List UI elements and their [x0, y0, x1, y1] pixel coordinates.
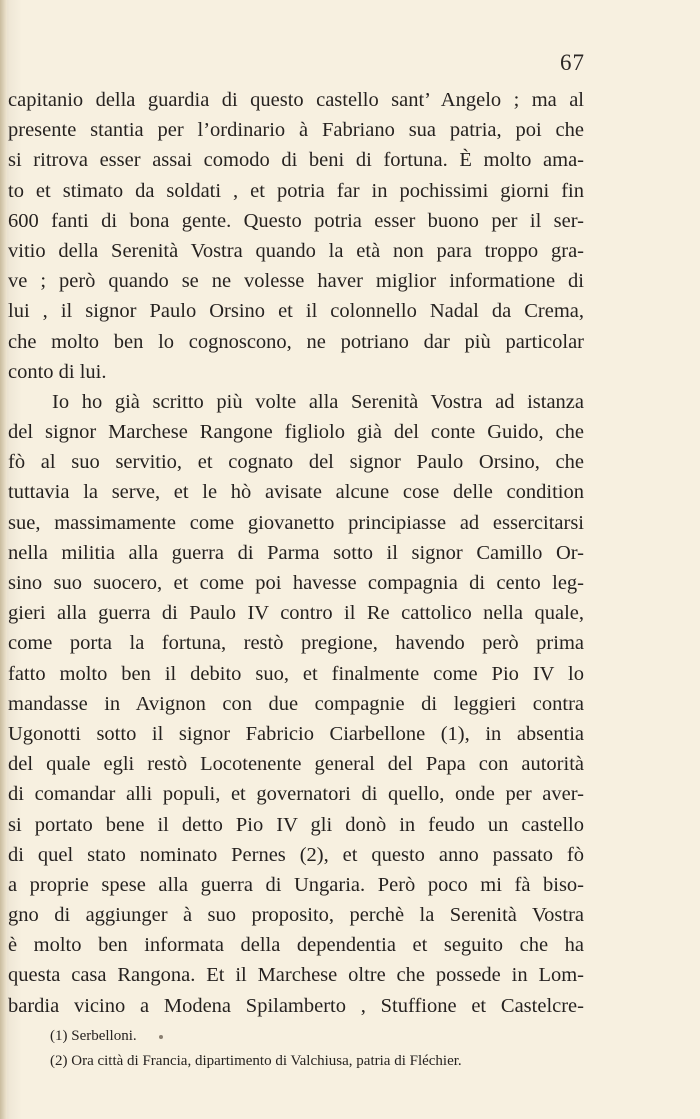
text-line: Ugonotti sotto il signor Fabricio Ciarbellone (1), in absentia — [8, 722, 584, 745]
page-number: 67 — [560, 50, 585, 75]
text-line: del quale egli restò Locotenente general del Papa con autorità — [8, 753, 584, 776]
text-line: è molto ben informata della dependentia et seguito che ha — [8, 934, 584, 957]
text-line: ve ; però quando se ne volesse haver miglior informatione di — [8, 270, 584, 293]
text-line: questa casa Rangona. Et il Marchese oltre che possede in Lom- — [8, 964, 584, 987]
text-line: a proprie spese alla guerra di Ungaria. Però poco mi fà biso- — [8, 873, 584, 896]
text-line: 600 fanti di bona gente. Questo potria esser buono per il ser- — [8, 209, 584, 232]
text-line: fò al suo servitio, et cognato del signor Paulo Orsino, che — [8, 451, 584, 474]
text-line: come porta la fortuna, restò pregione, havendo però prima — [8, 632, 584, 655]
text-line: tuttavia la serve, et le hò avisate alcune cose delle condition — [8, 481, 584, 504]
footnote — [50, 1049, 590, 1074]
footnote-text: (2) Ora città di Francia, dipartimento di Valchiusa, patria di Fléchier. — [50, 1053, 462, 1069]
text-line: gno di aggiunger à suo proposito, perchè la Serenità Vostra — [8, 904, 584, 927]
text-line: di comandar alli populi, et governatori di quello, onde per aver- — [8, 783, 584, 806]
text-line: fatto molto ben il debito suo, et finalmente come Pio IV lo — [8, 662, 584, 685]
footnote-text: (1) Serbelloni. — [50, 1028, 137, 1044]
paragraph — [8, 85, 584, 387]
text-line: del signor Marchese Rangone figliolo già del conte Guido, che — [8, 421, 584, 444]
text-line: lui , il signor Paulo Orsino et il colonnello Nadal da Crema, — [8, 300, 584, 323]
body-text — [8, 85, 584, 1021]
text-line: si portato bene il detto Pio IV gli donò in feudo un castello — [8, 813, 584, 836]
text-line: mandasse in Avignon con due compagnie di leggieri contra — [8, 692, 584, 715]
text-line: vitio della Serenità Vostra quando la età non para troppo gra- — [8, 239, 584, 262]
text-line: bardia vicino a Modena Spilamberto , Stuffione et Castelcre- — [8, 994, 584, 1017]
text-line: gieri alla guerra di Paulo IV contro il Re cattolico nella quale, — [8, 602, 584, 625]
text-line: Io ho già scritto più volte alla Serenità Vostra ad istanza — [52, 390, 584, 413]
text-line: sino suo suocero, et come poi havesse compagnia di cento leg- — [8, 572, 584, 594]
text-line: sue, massimamente come giovanetto principiasse ad essercitarsi — [8, 511, 584, 534]
text-line: di quel stato nominato Pernes (2), et questo anno passato fò — [8, 843, 584, 866]
paragraph — [8, 387, 584, 1021]
text-line: capitanio della guardia di questo castello sant’ Angelo ; ma al — [8, 89, 584, 111]
page-gutter — [0, 0, 7, 1119]
text-line: conto di lui. — [8, 360, 107, 383]
text-line: nella militia alla guerra di Parma sotto il signor Camillo Or- — [8, 541, 584, 564]
ink-speck — [159, 1035, 163, 1039]
text-line: presente stantia per l’ordinario à Fabriano sua patria, poi che — [8, 119, 584, 142]
text-line: to et stimato da soldati , et potria far in pochissimi giorni fin — [8, 179, 584, 202]
footnotes — [50, 1024, 590, 1074]
text-line: che molto ben lo cognoscono, ne potriano dar più particolar — [8, 330, 584, 353]
footnote — [50, 1024, 590, 1049]
text-line: si ritrova esser assai comodo di beni di fortuna. È molto ama- — [8, 149, 584, 172]
